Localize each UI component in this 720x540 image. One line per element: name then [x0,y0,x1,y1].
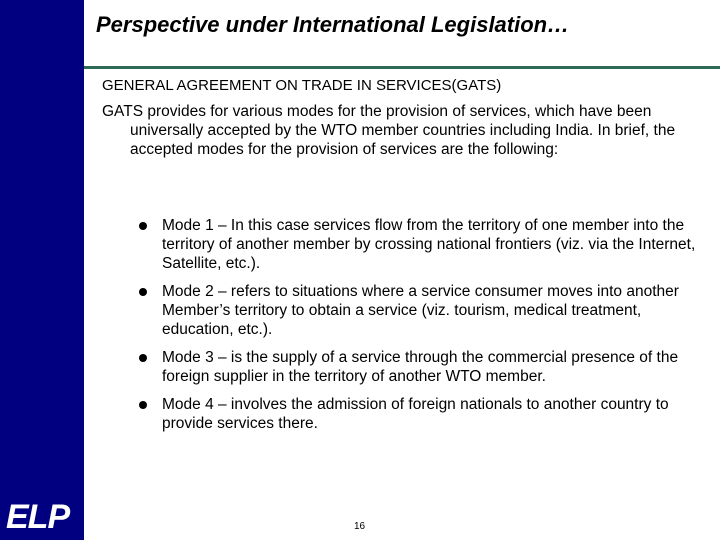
mode-3-text: Mode 3 – is the supply of a service through the commercial presence of the foreign supplier in the territory of another WTO member. [162,349,679,385]
bullet-icon [139,401,147,409]
mode-2-text: Mode 2 – refers to situations where a service consumer moves into another Member’s territory to obtain a service (viz. tourism, medical treatment, education, etc.). [162,283,679,338]
title-divider [84,66,720,69]
slide-title: Perspective under International Legislation… [96,12,570,37]
intro-paragraph: GATS provides for various modes for the provision of services, which have been universally accepted by the WTO member countries including India. In brief, the accepted modes for the provision of services are the following: [102,103,676,158]
bullet-icon [139,222,147,230]
mode-4-text: Mode 4 – involves the admission of foreign nationals to another country to provide services there. [162,396,669,432]
list-item [138,395,698,433]
list-item [138,348,698,386]
modes-list [138,216,698,442]
mode-1-text: Mode 1 – In this case services flow from the territory of one member into the territory of another member by crossing national frontiers (viz. via the Internet, Satellite, etc.). [162,217,696,272]
page-number: 16 [354,521,366,532]
bullet-icon [139,354,147,362]
list-item [138,282,698,339]
bullet-icon [139,288,147,296]
elp-logo: ELP [6,498,70,536]
sidebar-band [0,0,84,540]
section-heading: GENERAL AGREEMENT ON TRADE IN SERVICES(GATS) [102,77,502,94]
list-item [138,216,698,273]
